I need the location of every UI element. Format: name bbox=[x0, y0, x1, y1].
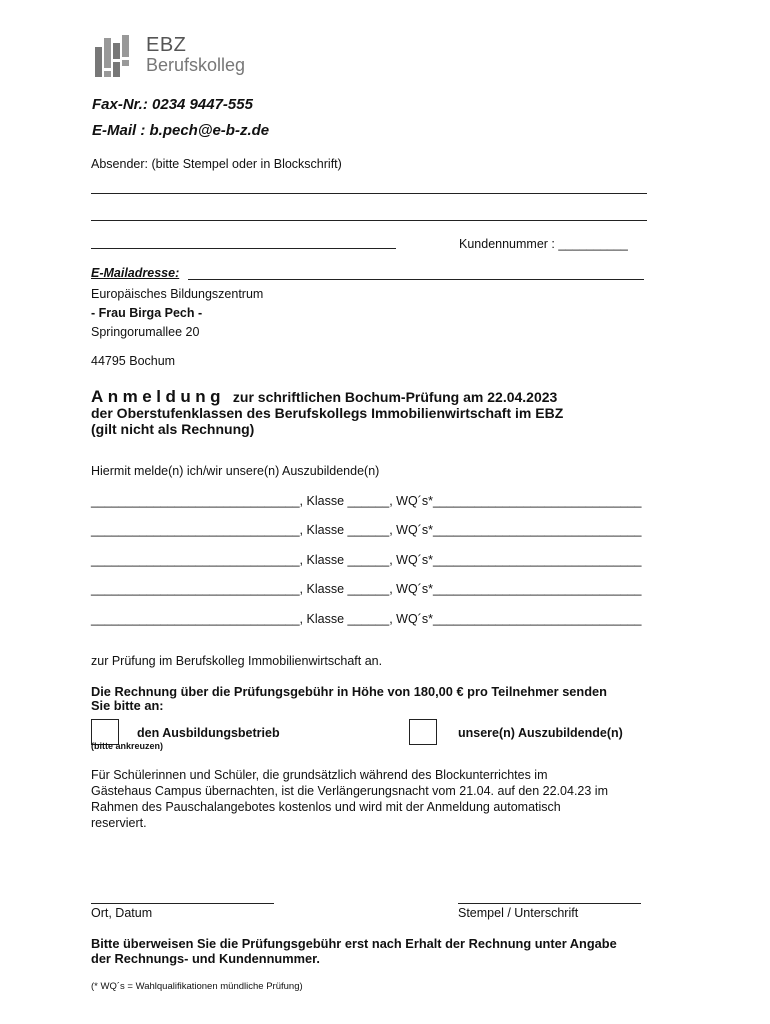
trainee-row[interactable]: ______________________________, Klasse ______, WQ´s*______________________________ bbox=[91, 582, 642, 596]
option-training-company-label: den Ausbildungsbetrieb bbox=[137, 726, 280, 740]
checkbox-hint: (bitte ankreuzen) bbox=[91, 741, 164, 751]
place-date-label: Ort, Datum bbox=[91, 906, 153, 920]
ebz-logo bbox=[93, 33, 258, 81]
lodging-paragraph: Für Schülerinnen und Schüler, die grundsätzlich während des Blockunterrichtes im Gästehaus Campus übernachten, ist die Verlängerungsnacht vom 21.04. auf den 22.04.23 im Rahmen des Pauschalangebotes kostenlos und wird mit der Anmeldung automatisch reserviert. bbox=[91, 768, 608, 830]
recipient-person: - Frau Birga Pech - bbox=[91, 306, 203, 320]
recipient-street: Springorumallee 20 bbox=[91, 325, 200, 339]
payment-note-line2: der Rechnungs- und Kundennummer. bbox=[91, 951, 320, 966]
stamp-signature-label: Stempel / Unterschrift bbox=[458, 906, 579, 920]
invoice-line2: Sie bitte an: bbox=[91, 698, 164, 713]
payment-note-line1: Bitte überweisen Sie die Prüfungsgebühr erst nach Erhalt der Rechnung unter Angabe bbox=[91, 936, 617, 951]
checkbox-trainee[interactable] bbox=[409, 719, 437, 745]
place-date-line[interactable] bbox=[91, 903, 274, 904]
exam-note: zur Prüfung im Berufskolleg Immobilienwirtschaft an. bbox=[91, 654, 383, 668]
intro-text: Hiermit melde(n) ich/wir unsere(n) Auszubildende(n) bbox=[91, 464, 380, 478]
sender-label: Absender: (bitte Stempel oder in Blockschrift) bbox=[91, 157, 342, 171]
customer-number-field[interactable]: Kundennummer : __________ bbox=[459, 237, 628, 251]
email-address-label: E-Mailadresse: bbox=[91, 266, 180, 280]
recipient-city: 44795 Bochum bbox=[91, 354, 176, 368]
fax-number: Fax-Nr.: 0234 9447-555 bbox=[92, 96, 253, 113]
trainee-row[interactable]: ______________________________, Klasse ______, WQ´s*______________________________ bbox=[91, 523, 642, 537]
email-address-line[interactable] bbox=[188, 279, 644, 280]
sender-line-1[interactable] bbox=[91, 193, 647, 194]
trainee-row[interactable]: ______________________________, Klasse ______, WQ´s*______________________________ bbox=[91, 612, 642, 626]
footnote: (* WQ´s = Wahlqualifikationen mündliche Prüfung) bbox=[91, 981, 303, 992]
title-line2: der Oberstufenklassen des Berufskollegs Immobilienwirtschaft im EBZ bbox=[91, 405, 564, 421]
sender-line-2[interactable] bbox=[91, 220, 647, 221]
sender-line-3[interactable] bbox=[91, 248, 396, 249]
ebz-logo-icon bbox=[93, 33, 133, 79]
title-line3: (gilt nicht als Rechnung) bbox=[91, 421, 255, 437]
title-spaced: Anmeldung bbox=[91, 387, 225, 406]
logo-subtitle: Berufskolleg bbox=[146, 55, 246, 75]
option-trainee-label: unsere(n) Auszubildende(n) bbox=[458, 726, 623, 740]
stamp-signature-line[interactable] bbox=[458, 903, 641, 904]
title-line1-rest: zur schriftlichen Bochum-Prüfung am 22.04.2023 bbox=[232, 389, 558, 405]
recipient-org: Europäisches Bildungszentrum bbox=[91, 287, 264, 301]
logo-title: EBZ bbox=[146, 34, 187, 56]
trainee-row[interactable]: ______________________________, Klasse ______, WQ´s*______________________________ bbox=[91, 494, 642, 508]
form-title bbox=[91, 387, 557, 407]
trainee-row[interactable]: ______________________________, Klasse ______, WQ´s*______________________________ bbox=[91, 553, 642, 567]
invoice-line1: Die Rechnung über die Prüfungsgebühr in Höhe von 180,00 € pro Teilnehmer senden bbox=[91, 684, 607, 699]
email-contact: E-Mail : b.pech@e-b-z.de bbox=[92, 122, 270, 139]
